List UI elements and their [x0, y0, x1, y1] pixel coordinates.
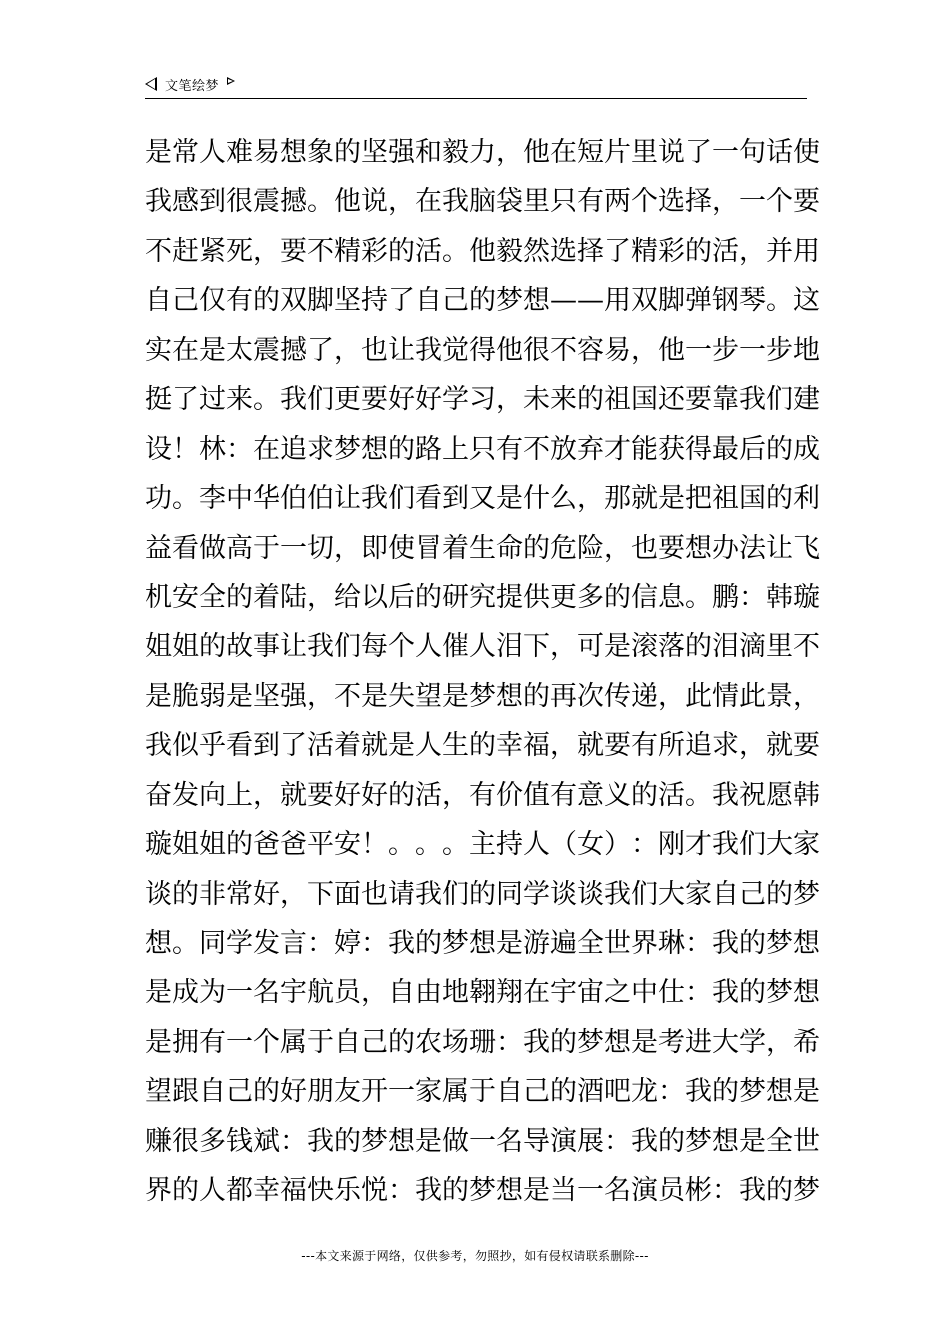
- text-line: 是 成 为 一 名 宇 航 员 ， 自 由 地 翱 翔 在 宇 宙 之 中 仕 ： 我 的 梦 想: [145, 977, 820, 1009]
- footer-disclaimer: ---本文来源于网络，仅供参考，勿照抄，如有侵权请联系删除---: [301, 1249, 649, 1263]
- text-line: 望 跟 自 己 的 好 朋 友 开 一 家 属 于 自 己 的 酒 吧 龙 ： 我 的 梦 想 是: [145, 1076, 820, 1108]
- text-line: 益 看 做 高 于 一 切 ， 即 使 冒 着 生 命 的 危 险 ， 也 要 想 办 法 让 飞: [145, 532, 820, 564]
- text-line: 是 拥 有 一 个 属 于 自 己 的 农 场 珊 ： 我 的 梦 想 是 考 进 大 学 ， 希: [145, 1026, 820, 1058]
- text-line: 姐 姐 的 故 事 让 我 们 每 个 人 催 人 泪 下 ， 可 是 滚 落 的 泪 滴 里 不: [145, 631, 820, 663]
- text-line: 设 ！ 林 ： 在 追 求 梦 想 的 路 上 只 有 不 放 弃 才 能 获 得 最 后 的 成: [145, 433, 820, 465]
- text-line: 赚 很 多 钱 斌 ： 我 的 梦 想 是 做 一 名 导 演 展 ： 我 的 梦 想 是 全 世: [145, 1125, 820, 1157]
- text-line: 机 安 全 的 着 陆 ， 给 以 后 的 研 究 提 供 更 多 的 信 息 。 鹏 ： 韩 璇: [145, 581, 820, 613]
- text-line: 挺 了 过 来 。 我 们 更 要 好 好 学 习 ， 未 来 的 祖 国 还 要 靠 我 们 建: [145, 384, 820, 416]
- right-triangle-icon: [227, 77, 235, 85]
- left-triangle-icon: [145, 77, 157, 91]
- text-line: 是 脆 弱 是 坚 强 ， 不 是 失 望 是 梦 想 的 再 次 传 递 ， 此 情 此 景 ，: [145, 680, 820, 712]
- text-line: 我 似 乎 看 到 了 活 着 就 是 人 生 的 幸 福 ， 就 要 有 所 追 求 ， 就 要: [145, 730, 820, 762]
- text-line: 谈 的 非 常 好 ， 下 面 也 请 我 们 的 同 学 谈 谈 我 们 大 家 自 己 的 梦: [145, 878, 820, 910]
- text-line: 功 。 李 中 华 伯 伯 让 我 们 看 到 又 是 什 么 ， 那 就 是 把 祖 国 的 利: [145, 483, 820, 515]
- text-line: 自 己 仅 有 的 双 脚 坚 持 了 自 己 的 梦 想 — — 用 双 脚 弹 钢 琴 。 这: [145, 285, 820, 317]
- text-line: 不 赶 紧 死 ， 要 不 精 彩 的 活 。 他 毅 然 选 择 了 精 彩 的 活 ， 并 用: [145, 235, 820, 267]
- text-line: 是 常 人 难 易 想 象 的 坚 强 和 毅 力 ， 他 在 短 片 里 说 了 一 句 话 使: [145, 137, 820, 168]
- text-line: 实 在 是 太 震 撼 了 ， 也 让 我 觉 得 他 很 不 容 易 ， 他 一 步 一 步 地: [145, 334, 820, 366]
- text-line: 界 的 人 都 幸 福 快 乐 悦 ： 我 的 梦 想 是 当 一 名 演 员 彬 ： 我 的 梦: [145, 1175, 820, 1207]
- header-title: 文笔绘梦: [165, 78, 220, 94]
- text-line: 我 感 到 很 震 撼 。 他 说 ， 在 我 脑 袋 里 只 有 两 个 选 择 ， 一 个 要: [145, 186, 820, 218]
- text-line: 璇 姐 姐 的 爸 爸 平 安 ！ 。 。 。 主 持 人 （ 女 ） ： 刚 才 我 们 大 家: [145, 829, 820, 861]
- page-header: [145, 72, 805, 98]
- header-divider: [145, 98, 807, 99]
- body-text: [145, 128, 820, 1216]
- text-line: 奋 发 向 上 ， 就 要 好 好 的 活 ， 有 价 值 有 意 义 的 活 。 我 祝 愿 韩: [145, 779, 820, 811]
- text-line: 想 。 同 学 发 言 ： 婷 ： 我 的 梦 想 是 游 遍 全 世 界 琳 ： 我 的 梦 想: [145, 928, 820, 959]
